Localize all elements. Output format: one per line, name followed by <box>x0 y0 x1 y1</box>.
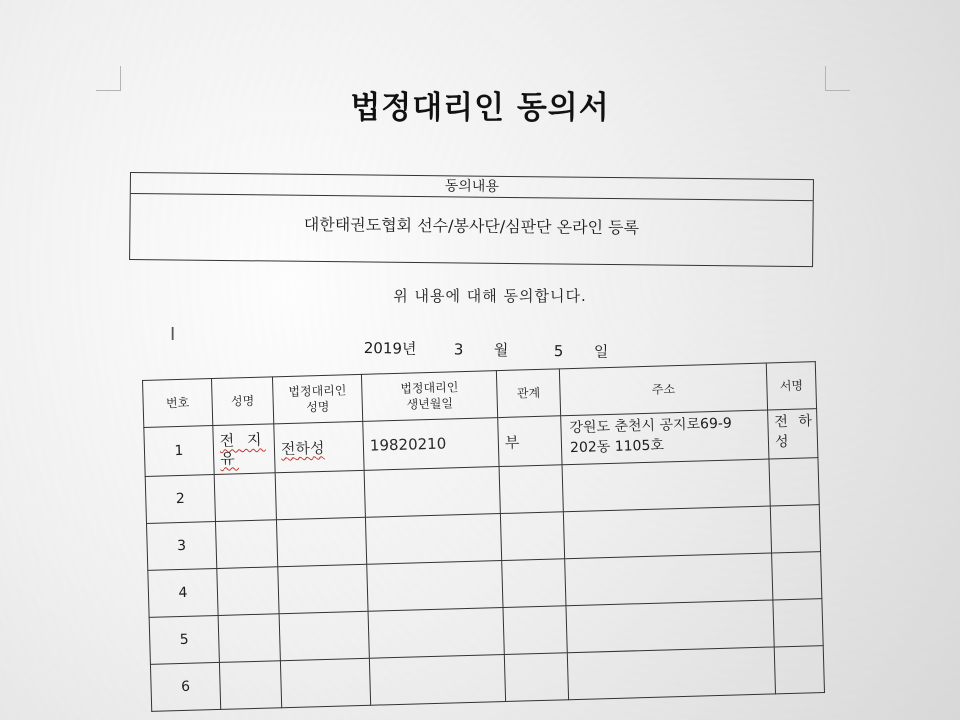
relation-cell[interactable] <box>500 512 564 561</box>
address-cell[interactable] <box>561 410 769 465</box>
signature: 전 하 성 <box>774 413 816 451</box>
guardian-name-cell[interactable] <box>275 470 365 519</box>
guardian-birth-cell[interactable] <box>368 608 504 659</box>
date-line <box>364 337 609 362</box>
header-signature: 서명 <box>766 362 816 410</box>
student-name-cell[interactable] <box>219 661 281 710</box>
signature-cell[interactable] <box>774 646 824 694</box>
row-number: 3 <box>147 522 217 571</box>
consent-body: 대한태권도협회 선수/봉사단/심판단 온라인 등록 <box>303 214 640 238</box>
guardian-birth-cell[interactable] <box>367 561 503 612</box>
header-guardian-birth <box>361 371 497 422</box>
guardian-birth: 19820210 <box>369 434 447 455</box>
student-name-cell[interactable] <box>218 614 280 663</box>
date-day: 5 <box>553 341 564 361</box>
guardian-name: 전하성 <box>280 438 325 458</box>
row-number: 1 <box>144 426 214 477</box>
student-name-cell[interactable] <box>215 520 277 569</box>
header-no: 번호 <box>143 379 213 428</box>
guardian-birth-cell[interactable] <box>364 467 500 518</box>
document-title: 법정대리인 동의서 <box>350 90 610 126</box>
relation-cell[interactable] <box>502 559 566 608</box>
student-name: 전 지 유 <box>219 430 266 468</box>
header-address: 주소 <box>559 363 767 416</box>
signature-cell[interactable] <box>772 552 822 600</box>
student-name-cell[interactable] <box>213 424 275 475</box>
guardian-name-cell[interactable] <box>279 611 369 660</box>
header-guardian-birth-line1: 법정대리인 <box>400 380 459 396</box>
signature-cell[interactable] <box>769 458 819 506</box>
signature-cell[interactable] <box>770 505 820 553</box>
student-name-cell[interactable] <box>217 567 279 616</box>
guardian-name-cell[interactable] <box>274 421 364 472</box>
date-year: 2019년 <box>363 338 417 358</box>
address-cell[interactable] <box>567 647 775 700</box>
address-cell[interactable] <box>566 600 774 653</box>
text-cursor-icon: I <box>170 324 176 345</box>
guardian-name-cell[interactable] <box>276 517 366 566</box>
header-guardian-name <box>272 374 362 423</box>
address-line1: 강원도 춘천시 공지로69-9 <box>569 415 733 437</box>
date-month: 3 <box>453 340 464 359</box>
relation-cell[interactable] <box>503 606 567 655</box>
guardian-birth-cell[interactable] <box>363 418 499 471</box>
row-number: 2 <box>145 475 215 524</box>
relation-cell[interactable] <box>504 653 568 702</box>
guardian-birth-cell[interactable] <box>365 514 501 565</box>
date-month-label: 월 <box>493 341 509 360</box>
signature-cell[interactable] <box>773 599 823 647</box>
guardian-table <box>142 361 825 712</box>
address-cell[interactable] <box>563 506 771 559</box>
consent-box <box>129 172 814 267</box>
header-guardian-name-line2: 성명 <box>306 399 330 415</box>
date-day-label: 일 <box>593 342 609 361</box>
signature-cell[interactable] <box>768 409 818 459</box>
student-name-cell[interactable] <box>214 473 276 522</box>
guardian-name-cell[interactable] <box>280 658 370 707</box>
relation: 부 <box>504 432 520 452</box>
header-guardian-birth-line2: 생년월일 <box>406 396 454 412</box>
row-number: 6 <box>150 662 220 711</box>
agree-statement: 위 내용에 대해 동의합니다. <box>393 287 587 305</box>
guardian-birth-cell[interactable] <box>369 654 505 705</box>
address-cell[interactable] <box>562 459 770 512</box>
row-number: 4 <box>148 568 218 617</box>
header-guardian-name-line1: 법정대리인 <box>288 383 347 399</box>
row-number: 5 <box>149 615 219 664</box>
consent-header: 동의내용 <box>131 173 813 201</box>
guardian-name-cell[interactable] <box>278 564 368 613</box>
header-relation: 관계 <box>496 369 560 418</box>
relation-cell[interactable] <box>498 416 562 467</box>
address-cell[interactable] <box>565 553 773 606</box>
relation-cell[interactable] <box>499 465 563 514</box>
guardian-table-wrap <box>142 361 825 712</box>
header-name: 성명 <box>211 377 273 426</box>
address-line2: 202동 1105호 <box>569 437 665 457</box>
